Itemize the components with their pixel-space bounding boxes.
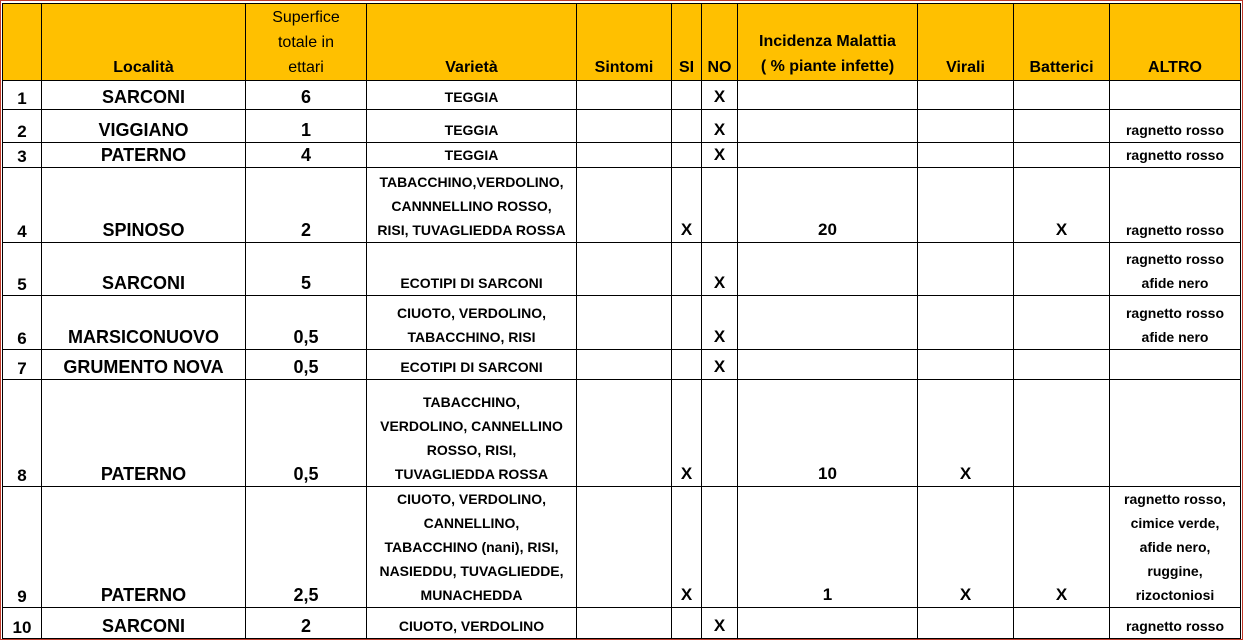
cell-no[interactable]: X (702, 243, 738, 296)
cell-varieta[interactable] (367, 110, 577, 143)
cell-altro[interactable] (1110, 243, 1241, 296)
cell-superficie[interactable]: 4 (246, 143, 367, 168)
table-body (3, 81, 1241, 639)
cell-superficie[interactable]: 0,5 (246, 380, 367, 487)
cell-sintomi[interactable] (577, 608, 672, 639)
cell-number[interactable]: 9 (3, 487, 42, 608)
cell-altro[interactable] (1110, 143, 1241, 168)
header-incidenza-line: ( % piante infette) (760, 58, 895, 75)
cell-localita[interactable]: PATERNO (42, 143, 246, 168)
table-row (3, 143, 1241, 168)
cell-incidenza[interactable] (738, 608, 918, 639)
cell-si[interactable] (672, 350, 702, 380)
cell-no[interactable]: X (702, 110, 738, 143)
cell-varieta[interactable] (367, 296, 577, 350)
cell-no[interactable]: X (702, 81, 738, 110)
cell-localita[interactable]: SARCONI (42, 243, 246, 296)
header-sintomi: Sintomi (577, 4, 672, 81)
cell-incidenza[interactable] (738, 143, 918, 168)
varieta-line: NASIEDDU, TUVAGLIEDDE, (379, 563, 564, 579)
table-row (3, 243, 1241, 296)
cell-batterici[interactable] (1014, 296, 1110, 350)
cell-number[interactable]: 10 (3, 608, 42, 639)
cell-si[interactable] (672, 110, 702, 143)
altro-line: afide nero (1141, 329, 1209, 345)
altro-line: cimice verde, (1130, 515, 1220, 531)
cell-altro[interactable] (1110, 608, 1241, 639)
altro-line: ruggine, (1147, 563, 1203, 579)
cell-virali[interactable] (918, 143, 1014, 168)
altro-line: ragnetto rosso, (1124, 491, 1226, 507)
header-altro: ALTRO (1110, 4, 1241, 81)
header-number (3, 4, 42, 81)
altro-line: afide nero, (1139, 539, 1211, 555)
cell-localita[interactable]: PATERNO (42, 487, 246, 608)
varieta-line: TEGGIA (444, 147, 499, 163)
cell-varieta[interactable] (367, 608, 577, 639)
cell-sintomi[interactable] (577, 380, 672, 487)
cell-incidenza[interactable]: 10 (738, 380, 918, 487)
cell-localita[interactable]: SARCONI (42, 608, 246, 639)
table-row (3, 110, 1241, 143)
varieta-line: CIUOTO, VERDOLINO (398, 618, 545, 634)
cell-sintomi[interactable] (577, 296, 672, 350)
cell-altro[interactable] (1110, 350, 1241, 380)
cell-no[interactable] (702, 380, 738, 487)
cell-number[interactable]: 7 (3, 350, 42, 380)
varieta-line: TEGGIA (444, 89, 499, 105)
table-row (3, 350, 1241, 380)
altro-line: ragnetto rosso (1125, 251, 1224, 267)
cell-batterici[interactable] (1014, 110, 1110, 143)
varieta-line: MUNACHEDDA (420, 587, 523, 603)
altro-line: ragnetto rosso (1125, 222, 1224, 238)
varieta-line: ROSSO, RISI, (426, 442, 517, 458)
cell-varieta[interactable] (367, 81, 577, 110)
cell-number[interactable]: 6 (3, 296, 42, 350)
header-si: SI (672, 4, 702, 81)
cell-virali[interactable] (918, 350, 1014, 380)
cell-virali[interactable]: X (918, 380, 1014, 487)
cell-localita[interactable]: VIGGIANO (42, 110, 246, 143)
cell-si[interactable]: X (672, 380, 702, 487)
cell-varieta[interactable] (367, 243, 577, 296)
cell-superficie[interactable]: 6 (246, 81, 367, 110)
cell-virali[interactable]: X (918, 487, 1014, 608)
cell-localita[interactable]: GRUMENTO NOVA (42, 350, 246, 380)
cell-superficie[interactable]: 2 (246, 608, 367, 639)
cell-incidenza[interactable] (738, 350, 918, 380)
header-virali: Virali (918, 4, 1014, 81)
cell-incidenza[interactable] (738, 110, 918, 143)
header-row (3, 4, 1241, 81)
varieta-line: TUVAGLIEDDA ROSSA (394, 466, 549, 482)
cell-varieta[interactable] (367, 168, 577, 243)
varieta-line: TABACCHINO, (423, 394, 520, 410)
varieta-line: TABACCHINO, RISI (407, 329, 536, 345)
varieta-line: TEGGIA (444, 122, 499, 138)
cell-localita[interactable]: MARSICONUOVO (42, 296, 246, 350)
cell-incidenza[interactable] (738, 296, 918, 350)
table-row (3, 81, 1241, 110)
cell-batterici[interactable] (1014, 243, 1110, 296)
cell-virali[interactable] (918, 296, 1014, 350)
cell-no[interactable] (702, 487, 738, 608)
cell-number[interactable]: 1 (3, 81, 42, 110)
cell-batterici[interactable]: X (1014, 487, 1110, 608)
cell-virali[interactable] (918, 110, 1014, 143)
cell-varieta[interactable] (367, 487, 577, 608)
cell-superficie[interactable]: 0,5 (246, 350, 367, 380)
cell-altro[interactable] (1110, 168, 1241, 243)
cell-virali[interactable] (918, 168, 1014, 243)
header-localita: Località (42, 4, 246, 81)
varieta-line: CANNNELLINO ROSSO, (391, 198, 552, 214)
table-row (3, 487, 1241, 608)
cell-varieta[interactable] (367, 350, 577, 380)
cell-localita[interactable]: SARCONI (42, 81, 246, 110)
cell-batterici[interactable] (1014, 350, 1110, 380)
altro-line: ragnetto rosso (1125, 147, 1224, 163)
header-incidenza-line: Incidenza Malattia (759, 33, 896, 50)
altro-line: ragnetto rosso (1125, 618, 1224, 634)
varieta-line: CANNELLINO, (423, 515, 520, 531)
cell-no[interactable]: X (702, 143, 738, 168)
cell-no[interactable]: X (702, 350, 738, 380)
varieta-line: ECOTIPI DI SARCONI (400, 275, 543, 291)
cell-virali[interactable] (918, 608, 1014, 639)
cell-superficie[interactable]: 2 (246, 168, 367, 243)
cell-sintomi[interactable] (577, 110, 672, 143)
cell-number[interactable]: 5 (3, 243, 42, 296)
cell-localita[interactable]: PATERNO (42, 380, 246, 487)
cell-virali[interactable] (918, 81, 1014, 110)
cell-incidenza[interactable]: 20 (738, 168, 918, 243)
cell-altro[interactable] (1110, 81, 1241, 110)
header-superficie-line: Superfice (272, 9, 340, 26)
cell-no[interactable]: X (702, 608, 738, 639)
header-batterici: Batterici (1014, 4, 1110, 81)
cell-no[interactable] (702, 168, 738, 243)
cell-sintomi[interactable] (577, 243, 672, 296)
table-row (3, 380, 1241, 487)
cell-si[interactable] (672, 296, 702, 350)
cell-si[interactable]: X (672, 487, 702, 608)
cell-altro[interactable] (1110, 487, 1241, 608)
survey-table (2, 3, 1241, 639)
header-superficie-line: totale in (277, 34, 335, 51)
varieta-line: TABACCHINO (nani), RISI, (384, 539, 559, 555)
cell-sintomi[interactable] (577, 168, 672, 243)
table-row (3, 168, 1241, 243)
varieta-line: RISI, TUVAGLIEDDA ROSSA (377, 222, 566, 238)
altro-line: afide nero (1141, 275, 1209, 291)
cell-incidenza[interactable] (738, 81, 918, 110)
header-no: NO (702, 4, 738, 81)
cell-altro[interactable] (1110, 296, 1241, 350)
cell-sintomi[interactable] (577, 350, 672, 380)
altro-line: ragnetto rosso (1125, 122, 1224, 138)
altro-line: rizoctoniosi (1135, 587, 1215, 603)
varieta-line: ECOTIPI DI SARCONI (400, 359, 543, 375)
header-superficie (246, 4, 367, 81)
cell-no[interactable]: X (702, 296, 738, 350)
header-incidenza (738, 4, 918, 81)
cell-altro[interactable] (1110, 380, 1241, 487)
cell-varieta[interactable] (367, 143, 577, 168)
cell-number[interactable]: 3 (3, 143, 42, 168)
cell-batterici[interactable]: X (1014, 168, 1110, 243)
cell-incidenza[interactable]: 1 (738, 487, 918, 608)
cell-si[interactable] (672, 143, 702, 168)
cell-incidenza[interactable] (738, 243, 918, 296)
cell-number[interactable]: 8 (3, 380, 42, 487)
cell-sintomi[interactable] (577, 143, 672, 168)
varieta-line: CIUOTO, VERDOLINO, (396, 491, 547, 507)
cell-superficie[interactable]: 5 (246, 243, 367, 296)
cell-localita[interactable]: SPINOSO (42, 168, 246, 243)
table-row (3, 608, 1241, 639)
cell-si[interactable]: X (672, 168, 702, 243)
cell-sintomi[interactable] (577, 81, 672, 110)
cell-sintomi[interactable] (577, 487, 672, 608)
header-superficie-line: ettari (288, 59, 324, 76)
cell-si[interactable] (672, 243, 702, 296)
varieta-line: CIUOTO, VERDOLINO, (396, 305, 547, 321)
cell-virali[interactable] (918, 243, 1014, 296)
cell-number[interactable]: 2 (3, 110, 42, 143)
cell-si[interactable] (672, 608, 702, 639)
table-row (3, 296, 1241, 350)
cell-number[interactable]: 4 (3, 168, 42, 243)
varieta-line: TABACCHINO,VERDOLINO, (379, 174, 564, 190)
cell-batterici[interactable] (1014, 143, 1110, 168)
varieta-line: VERDOLINO, CANNELLINO (380, 418, 563, 434)
cell-batterici[interactable] (1014, 81, 1110, 110)
altro-line: ragnetto rosso (1125, 305, 1224, 321)
cell-altro[interactable] (1110, 110, 1241, 143)
cell-si[interactable] (672, 81, 702, 110)
cell-superficie[interactable]: 1 (246, 110, 367, 143)
cell-varieta[interactable] (367, 380, 577, 487)
cell-batterici[interactable] (1014, 380, 1110, 487)
cell-superficie[interactable]: 0,5 (246, 296, 367, 350)
header-varieta: Varietà (367, 4, 577, 81)
cell-batterici[interactable] (1014, 608, 1110, 639)
cell-superficie[interactable]: 2,5 (246, 487, 367, 608)
